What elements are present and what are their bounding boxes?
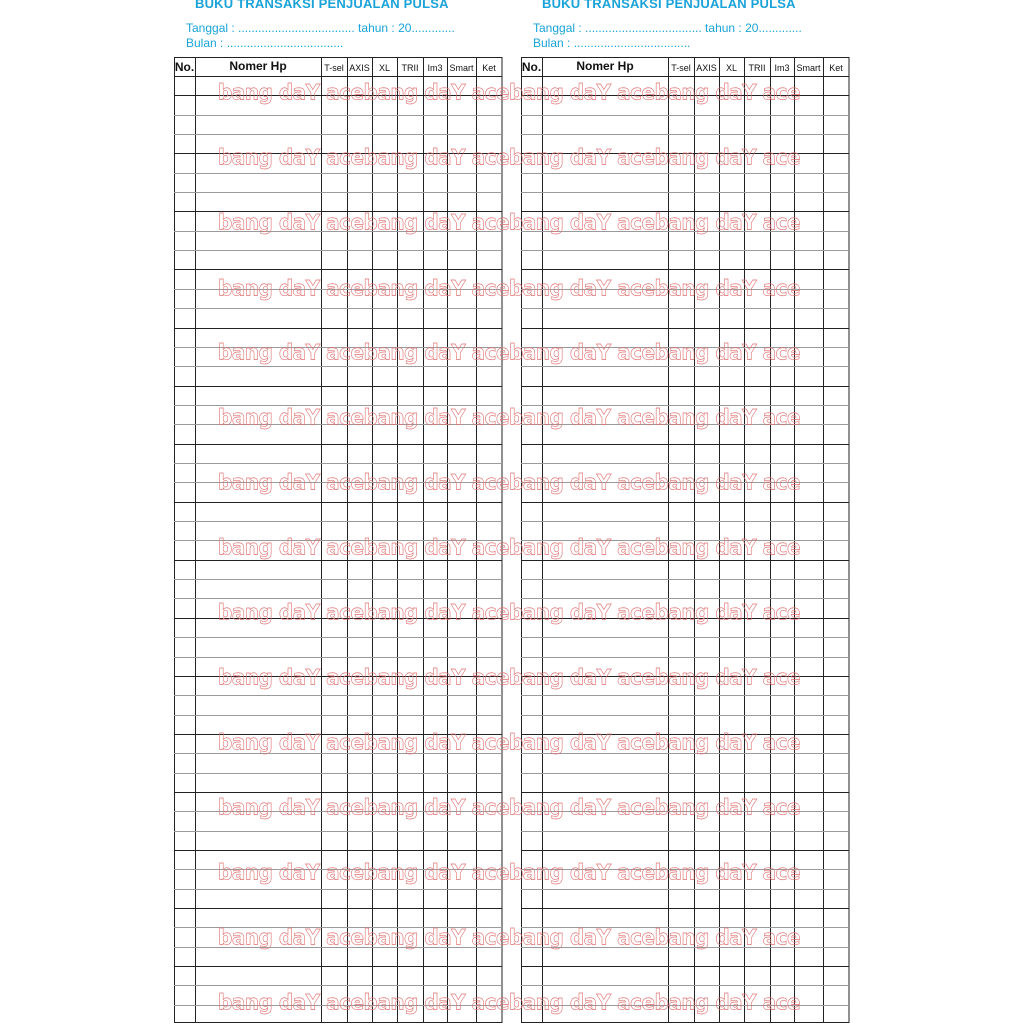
column-header: Smart <box>449 63 474 73</box>
watermark-text: bang daY acebang daY acebang daY acebang daY ace <box>218 209 801 235</box>
page-title: BUKU TRANSAKSI PENJUALAN PULSA <box>542 0 796 11</box>
column-header: XL <box>725 63 738 73</box>
bulan-line: Bulan : ................................... <box>186 36 344 50</box>
column-header: No. <box>521 60 542 74</box>
watermark-text: bang daY acebang daY acebang daY acebang daY ace <box>218 924 801 950</box>
watermark-text: bang daY acebang daY acebang daY acebang daY ace <box>218 729 801 755</box>
watermark-text: bang daY acebang daY acebang daY acebang daY ace <box>218 144 801 170</box>
column-header: No. <box>174 60 195 74</box>
ledger-table <box>174 0 504 1024</box>
column-header: TRII <box>748 63 766 73</box>
column-header: TRII <box>401 63 419 73</box>
watermark-text: bang daY acebang daY acebang daY acebang daY ace <box>218 275 801 301</box>
watermark-text: bang daY acebang daY acebang daY acebang daY ace <box>218 469 801 495</box>
watermark-text: bang daY acebang daY acebang daY acebang daY ace <box>218 794 801 820</box>
page-title: BUKU TRANSAKSI PENJUALAN PULSA <box>195 0 449 11</box>
watermark-text: bang daY acebang daY acebang daY acebang daY ace <box>218 859 801 885</box>
column-header: T-sel <box>324 63 344 73</box>
watermark-text: bang daY acebang daY acebang daY acebang daY ace <box>218 599 801 625</box>
watermark-text: bang daY acebang daY acebang daY acebang daY ace <box>218 339 801 365</box>
column-header: XL <box>378 63 391 73</box>
column-header: Nomer Hp <box>229 59 287 73</box>
watermark-text: bang daY acebang daY acebang daY acebang daY ace <box>218 404 801 430</box>
tanggal-line: Tanggal : ................................... tahun : 20............. <box>186 21 455 35</box>
ledger-table <box>521 0 851 1024</box>
column-header: Im3 <box>774 63 790 73</box>
column-header: Im3 <box>427 63 443 73</box>
watermark-text: bang daY acebang daY acebang daY acebang daY ace <box>218 534 801 560</box>
tanggal-line: Tanggal : ................................... tahun : 20............. <box>533 21 802 35</box>
column-header: AXIS <box>696 63 717 73</box>
watermark-text: bang daY acebang daY acebang daY acebang daY ace <box>218 989 801 1015</box>
column-header: Ket <box>829 63 843 73</box>
column-header: Smart <box>796 63 821 73</box>
column-header: T-sel <box>671 63 691 73</box>
watermark-text: bang daY acebang daY acebang daY acebang daY ace <box>218 79 801 105</box>
watermark-text: bang daY acebang daY acebang daY acebang daY ace <box>218 664 801 690</box>
column-header: Ket <box>482 63 496 73</box>
column-header: Nomer Hp <box>576 59 634 73</box>
column-header: AXIS <box>349 63 370 73</box>
bulan-line: Bulan : ................................... <box>533 36 691 50</box>
